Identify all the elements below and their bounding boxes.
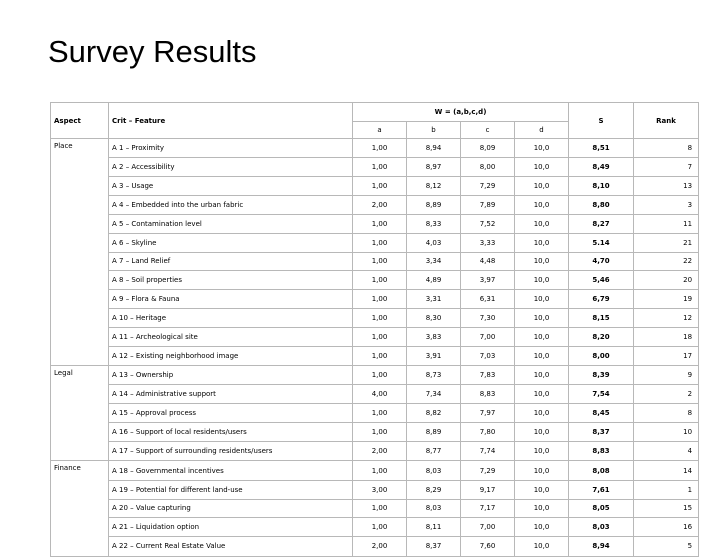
- criterion-cell: A 15 – Approval process: [109, 404, 353, 423]
- aspect-cell: [51, 346, 109, 365]
- criterion-cell: A 18 – Governmental incentives: [109, 461, 353, 480]
- weight-b-cell: 8,89: [407, 423, 461, 442]
- table-row: [51, 309, 699, 328]
- weight-b-cell: 8,29: [407, 480, 461, 499]
- weight-b-cell: 8,77: [407, 442, 461, 461]
- score-cell: 8,08: [569, 461, 634, 480]
- table-row: [51, 327, 699, 346]
- weight-c-cell: 4,48: [461, 252, 515, 271]
- criterion-cell: A 21 – Liquidation option: [109, 518, 353, 537]
- table-row: [51, 233, 699, 252]
- weight-c-cell: 7,29: [461, 461, 515, 480]
- weight-d-cell: 10,0: [515, 158, 569, 177]
- weight-d-cell: 10,0: [515, 385, 569, 404]
- aspect-cell: [51, 158, 109, 177]
- criterion-cell: A 19 – Potential for different land-use: [109, 480, 353, 499]
- rank-cell: 11: [634, 214, 699, 233]
- weight-c-cell: 7,52: [461, 214, 515, 233]
- weight-a-cell: 4,00: [353, 385, 407, 404]
- rank-cell: 13: [634, 177, 699, 196]
- score-cell: 8,49: [569, 158, 634, 177]
- header-weights: W = (a,b,c,d): [353, 103, 569, 122]
- aspect-cell: [51, 290, 109, 309]
- table-row: [51, 385, 699, 404]
- criterion-cell: A 14 – Administrative support: [109, 385, 353, 404]
- criterion-cell: A 16 – Support of local residents/users: [109, 423, 353, 442]
- weight-a-cell: 1,00: [353, 366, 407, 385]
- weight-d-cell: 10,0: [515, 499, 569, 518]
- table-header-row: [51, 103, 699, 122]
- score-cell: 4,70: [569, 252, 634, 271]
- weight-b-cell: 8,03: [407, 461, 461, 480]
- rank-cell: 19: [634, 290, 699, 309]
- table-row: [51, 518, 699, 537]
- score-cell: 8,10: [569, 177, 634, 196]
- aspect-cell: [51, 233, 109, 252]
- weight-a-cell: 1,00: [353, 309, 407, 328]
- table-row: [51, 461, 699, 480]
- weight-b-cell: 3,83: [407, 327, 461, 346]
- weight-c-cell: 7,97: [461, 404, 515, 423]
- criterion-cell: A 20 – Value capturing: [109, 499, 353, 518]
- score-cell: 8,20: [569, 327, 634, 346]
- score-cell: 8,15: [569, 309, 634, 328]
- weight-a-cell: 1,00: [353, 423, 407, 442]
- aspect-cell: [51, 196, 109, 215]
- weight-d-cell: 10,0: [515, 196, 569, 215]
- weight-a-cell: 1,00: [353, 214, 407, 233]
- rank-cell: 8: [634, 404, 699, 423]
- weight-b-cell: 4,03: [407, 233, 461, 252]
- weight-c-cell: 7,74: [461, 442, 515, 461]
- header-crit-feature: Crit – Feature: [109, 103, 353, 139]
- criterion-cell: A 10 – Heritage: [109, 309, 353, 328]
- aspect-cell: [51, 518, 109, 537]
- aspect-cell: Legal: [51, 366, 109, 385]
- rank-cell: 7: [634, 158, 699, 177]
- table-row: [51, 442, 699, 461]
- weight-a-cell: 1,00: [353, 346, 407, 365]
- score-cell: 8,94: [569, 537, 634, 556]
- table-row: [51, 366, 699, 385]
- weight-b-cell: 8,37: [407, 537, 461, 556]
- aspect-cell: Finance: [51, 461, 109, 480]
- aspect-cell: [51, 404, 109, 423]
- weight-b-cell: 4,89: [407, 271, 461, 290]
- criterion-cell: A 11 – Archeological site: [109, 327, 353, 346]
- header-aspect: Aspect: [51, 103, 109, 139]
- table-row: [51, 480, 699, 499]
- weight-a-cell: 1,00: [353, 404, 407, 423]
- aspect-cell: [51, 309, 109, 328]
- weight-c-cell: 7,29: [461, 177, 515, 196]
- criterion-cell: A 17 – Support of surrounding residents/users: [109, 442, 353, 461]
- weight-b-cell: 8,30: [407, 309, 461, 328]
- weight-d-cell: 10,0: [515, 461, 569, 480]
- survey-results-table: [50, 102, 699, 557]
- weight-d-cell: 10,0: [515, 233, 569, 252]
- table-row: [51, 139, 699, 158]
- weight-a-cell: 1,00: [353, 233, 407, 252]
- rank-cell: 1: [634, 480, 699, 499]
- weight-c-cell: 7,00: [461, 327, 515, 346]
- rank-cell: 9: [634, 366, 699, 385]
- weight-a-cell: 1,00: [353, 327, 407, 346]
- score-cell: 8,00: [569, 346, 634, 365]
- weight-a-cell: 2,00: [353, 442, 407, 461]
- weight-b-cell: 8,89: [407, 196, 461, 215]
- weight-a-cell: 1,00: [353, 139, 407, 158]
- score-cell: 8,27: [569, 214, 634, 233]
- table-row: [51, 252, 699, 271]
- weight-b-cell: 7,34: [407, 385, 461, 404]
- aspect-cell: [51, 327, 109, 346]
- criterion-cell: A 1 – Proximity: [109, 139, 353, 158]
- rank-cell: 22: [634, 252, 699, 271]
- score-cell: 8,39: [569, 366, 634, 385]
- score-cell: 6,79: [569, 290, 634, 309]
- weight-d-cell: 10,0: [515, 518, 569, 537]
- criterion-cell: A 22 – Current Real Estate Value: [109, 537, 353, 556]
- table-row: [51, 499, 699, 518]
- weight-b-cell: 8,11: [407, 518, 461, 537]
- weight-c-cell: 3,33: [461, 233, 515, 252]
- weight-d-cell: 10,0: [515, 271, 569, 290]
- weight-c-cell: 7,80: [461, 423, 515, 442]
- weight-d-cell: 10,0: [515, 290, 569, 309]
- weight-b-cell: 8,12: [407, 177, 461, 196]
- aspect-cell: [51, 480, 109, 499]
- aspect-cell: [51, 271, 109, 290]
- aspect-cell: [51, 214, 109, 233]
- criterion-cell: A 8 – Soil properties: [109, 271, 353, 290]
- weight-a-cell: 1,00: [353, 461, 407, 480]
- score-cell: 8,45: [569, 404, 634, 423]
- criterion-cell: A 3 – Usage: [109, 177, 353, 196]
- weight-d-cell: 10,0: [515, 404, 569, 423]
- weight-b-cell: 8,03: [407, 499, 461, 518]
- weight-d-cell: 10,0: [515, 214, 569, 233]
- weight-d-cell: 10,0: [515, 366, 569, 385]
- rank-cell: 14: [634, 461, 699, 480]
- weight-c-cell: 7,00: [461, 518, 515, 537]
- header-d: d: [515, 122, 569, 139]
- weight-c-cell: 8,83: [461, 385, 515, 404]
- weight-b-cell: 8,73: [407, 366, 461, 385]
- weight-a-cell: 1,00: [353, 177, 407, 196]
- weight-b-cell: 8,82: [407, 404, 461, 423]
- weight-c-cell: 7,03: [461, 346, 515, 365]
- criterion-cell: A 13 – Ownership: [109, 366, 353, 385]
- table-row: [51, 290, 699, 309]
- weight-a-cell: 2,00: [353, 196, 407, 215]
- page-title: Survey Results: [48, 34, 257, 69]
- table-row: [51, 423, 699, 442]
- table-row: [51, 196, 699, 215]
- header-a: a: [353, 122, 407, 139]
- score-cell: 8,37: [569, 423, 634, 442]
- weight-d-cell: 10,0: [515, 252, 569, 271]
- score-cell: 8,51: [569, 139, 634, 158]
- table-row: [51, 404, 699, 423]
- rank-cell: 21: [634, 233, 699, 252]
- aspect-cell: [51, 385, 109, 404]
- rank-cell: 18: [634, 327, 699, 346]
- table-row: [51, 346, 699, 365]
- weight-c-cell: 8,09: [461, 139, 515, 158]
- rank-cell: 4: [634, 442, 699, 461]
- weight-c-cell: 7,60: [461, 537, 515, 556]
- criterion-cell: A 2 – Accessibility: [109, 158, 353, 177]
- weight-b-cell: 8,33: [407, 214, 461, 233]
- criterion-cell: A 9 – Flora & Fauna: [109, 290, 353, 309]
- weight-c-cell: 8,00: [461, 158, 515, 177]
- criterion-cell: A 6 – Skyline: [109, 233, 353, 252]
- header-rank: Rank: [634, 103, 699, 139]
- weight-a-cell: 1,00: [353, 271, 407, 290]
- weight-c-cell: 7,83: [461, 366, 515, 385]
- score-cell: 5.14: [569, 233, 634, 252]
- rank-cell: 8: [634, 139, 699, 158]
- table-row: [51, 177, 699, 196]
- criterion-cell: A 12 – Existing neighborhood image: [109, 346, 353, 365]
- criterion-cell: A 4 – Embedded into the urban fabric: [109, 196, 353, 215]
- weight-a-cell: 1,00: [353, 290, 407, 309]
- rank-cell: 2: [634, 385, 699, 404]
- rank-cell: 16: [634, 518, 699, 537]
- weight-b-cell: 8,94: [407, 139, 461, 158]
- weight-c-cell: 7,30: [461, 309, 515, 328]
- score-cell: 5,46: [569, 271, 634, 290]
- aspect-cell: [51, 499, 109, 518]
- rank-cell: 5: [634, 537, 699, 556]
- aspect-cell: Place: [51, 139, 109, 158]
- weight-d-cell: 10,0: [515, 177, 569, 196]
- aspect-cell: [51, 177, 109, 196]
- score-cell: 7,54: [569, 385, 634, 404]
- weight-a-cell: 3,00: [353, 480, 407, 499]
- weight-d-cell: 10,0: [515, 537, 569, 556]
- weight-c-cell: 7,17: [461, 499, 515, 518]
- score-cell: 8,80: [569, 196, 634, 215]
- weight-b-cell: 3,34: [407, 252, 461, 271]
- criterion-cell: A 7 – Land Relief: [109, 252, 353, 271]
- rank-cell: 20: [634, 271, 699, 290]
- rank-cell: 17: [634, 346, 699, 365]
- aspect-cell: [51, 252, 109, 271]
- aspect-cell: [51, 423, 109, 442]
- weight-c-cell: 6,31: [461, 290, 515, 309]
- table-row: [51, 158, 699, 177]
- criterion-cell: A 5 – Contamination level: [109, 214, 353, 233]
- header-b: b: [407, 122, 461, 139]
- weight-c-cell: 9,17: [461, 480, 515, 499]
- weight-c-cell: 7,89: [461, 196, 515, 215]
- rank-cell: 15: [634, 499, 699, 518]
- weight-b-cell: 3,31: [407, 290, 461, 309]
- weight-b-cell: 8,97: [407, 158, 461, 177]
- weight-d-cell: 10,0: [515, 139, 569, 158]
- rank-cell: 12: [634, 309, 699, 328]
- weight-a-cell: 2,00: [353, 537, 407, 556]
- header-s: S: [569, 103, 634, 139]
- weight-d-cell: 10,0: [515, 309, 569, 328]
- score-cell: 8,05: [569, 499, 634, 518]
- weight-d-cell: 10,0: [515, 480, 569, 499]
- score-cell: 8,03: [569, 518, 634, 537]
- aspect-cell: [51, 442, 109, 461]
- weight-a-cell: 1,00: [353, 518, 407, 537]
- weight-d-cell: 10,0: [515, 327, 569, 346]
- table-row: [51, 214, 699, 233]
- weight-d-cell: 10,0: [515, 423, 569, 442]
- table-row: [51, 271, 699, 290]
- rank-cell: 10: [634, 423, 699, 442]
- weight-b-cell: 3,91: [407, 346, 461, 365]
- weight-d-cell: 10,0: [515, 346, 569, 365]
- score-cell: 7,61: [569, 480, 634, 499]
- header-c: c: [461, 122, 515, 139]
- weight-c-cell: 3,97: [461, 271, 515, 290]
- weight-a-cell: 1,00: [353, 499, 407, 518]
- rank-cell: 3: [634, 196, 699, 215]
- weight-a-cell: 1,00: [353, 158, 407, 177]
- weight-d-cell: 10,0: [515, 442, 569, 461]
- weight-a-cell: 1,00: [353, 252, 407, 271]
- score-cell: 8,83: [569, 442, 634, 461]
